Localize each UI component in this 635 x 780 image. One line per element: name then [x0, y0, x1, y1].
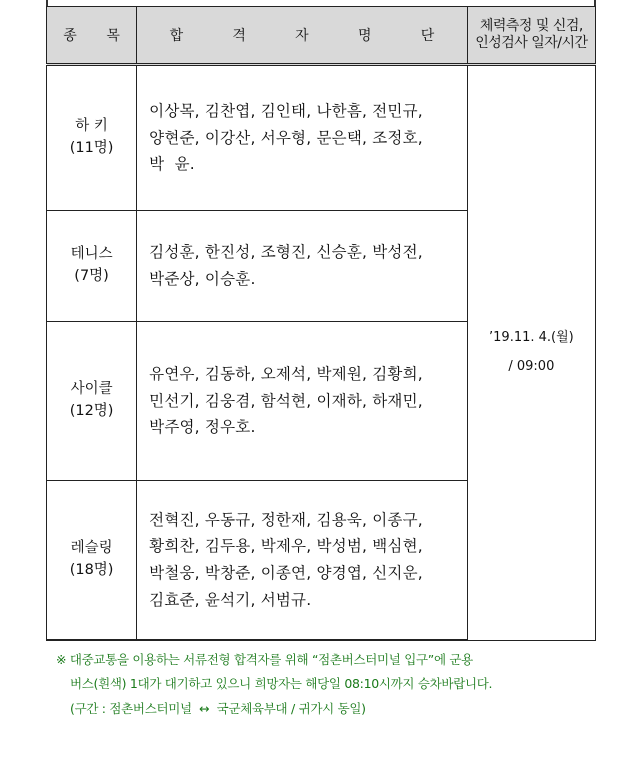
header-names: 합 격 자 명 단	[137, 7, 468, 65]
sport-name: 하 키	[75, 118, 108, 135]
event-cell	[47, 65, 137, 211]
schedule-time: / 09:00	[508, 358, 555, 374]
event-cell	[47, 481, 137, 641]
names-line: 황희찬, 김두용, 박제우, 박성범, 백심현,	[149, 537, 423, 556]
notice-line: ※ 대중교통을 이용하는 서류전형 합격자를 위해 “점촌버스터미널 입구”에 군용	[56, 652, 473, 667]
table-row	[47, 65, 596, 211]
names-cell	[137, 481, 468, 641]
event-cell	[47, 211, 137, 322]
bus-notice	[56, 648, 616, 721]
names-line: 민선기, 김웅겸, 함석현, 이재하, 하재민,	[149, 391, 423, 410]
names-line: 박 윤.	[149, 155, 195, 174]
sport-name: 테니스	[70, 246, 113, 263]
names-line: 김효준, 윤석기, 서범규.	[149, 590, 312, 609]
sport-count: (7명)	[74, 268, 109, 284]
names-line: 전혁진, 우동규, 정한재, 김용욱, 이종구,	[149, 510, 423, 529]
event-cell	[47, 322, 137, 481]
names-line: 박주영, 정우호.	[149, 418, 256, 437]
names-cell	[137, 65, 468, 211]
names-line: 김성훈, 한진성, 조형진, 신승훈, 박성전,	[149, 243, 423, 262]
names-line: 유연우, 김동하, 오제석, 박제원, 김황희,	[149, 365, 423, 384]
names-line: 박철웅, 박창준, 이종연, 양경엽, 신지운,	[149, 564, 423, 582]
schedule-cell	[467, 65, 595, 641]
roster-table	[46, 6, 596, 641]
names-cell	[137, 211, 468, 322]
sport-count: (18명)	[69, 562, 114, 578]
names-line: 양현준, 이강산, 서우형, 문은택, 조정호,	[149, 128, 423, 147]
sport-count: (12명)	[69, 403, 114, 419]
names-line: 박준상, 이승훈.	[149, 270, 256, 288]
notice-line: 버스(흰색) 1대가 대기하고 있으니 희망자는 해당일 08:10시까지 승차바랍니다.	[70, 676, 493, 692]
table-header-row	[47, 7, 596, 65]
sport-count: (11명)	[69, 140, 114, 156]
names-cell	[137, 322, 468, 481]
sport-name: 사이클	[70, 381, 113, 398]
schedule-date: ’19.11. 4.(월)	[489, 330, 574, 346]
sport-name: 레슬링	[70, 540, 113, 557]
header-schedule: 체력측정 및 신검, 인성검사 일자/시간	[467, 7, 595, 65]
header-event: 종 목	[47, 7, 137, 65]
notice-line: (구간 : 점촌버스터미널 ↔ 국군체육부대 / 귀가시 동일)	[70, 700, 366, 716]
names-line: 이상목, 김찬엽, 김인태, 나한흠, 전민규,	[149, 102, 423, 121]
